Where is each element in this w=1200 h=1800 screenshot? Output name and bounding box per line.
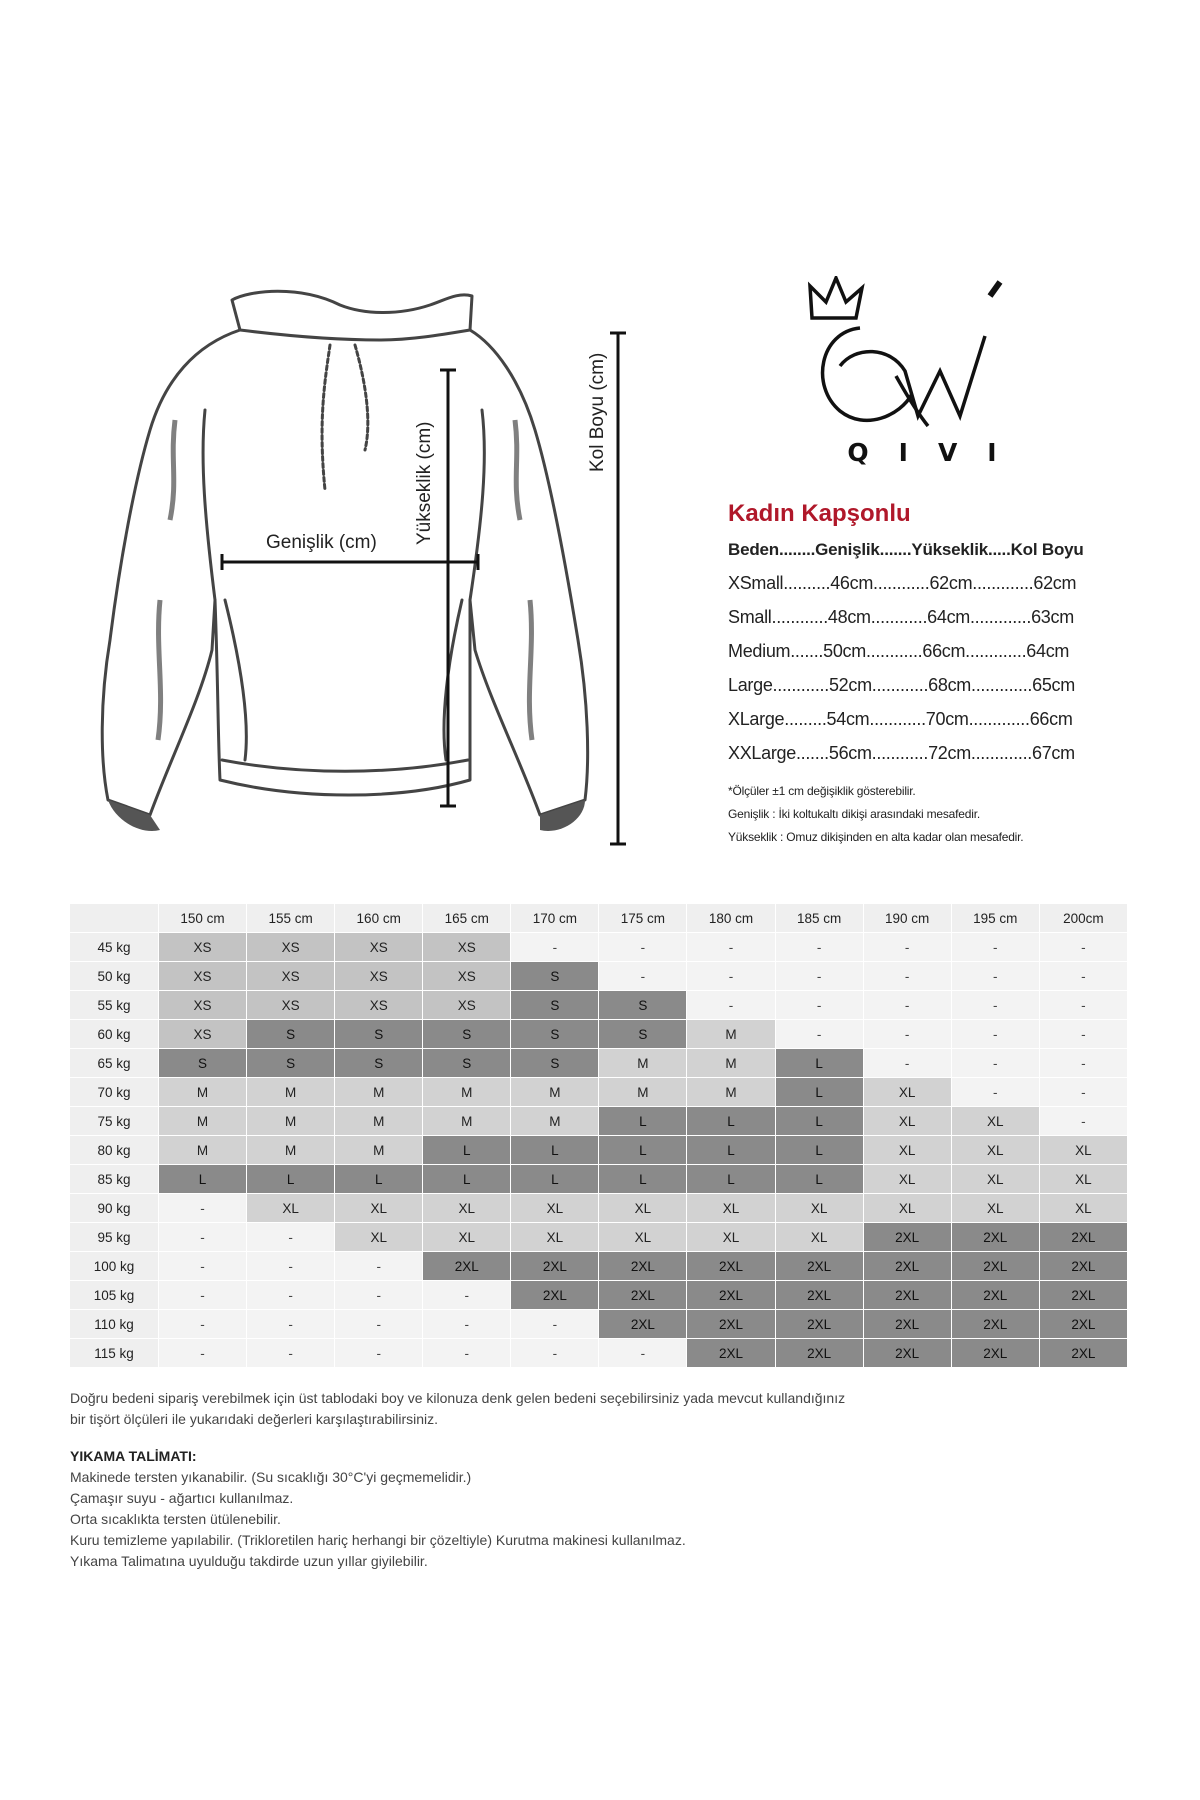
care-line: Kuru temizleme yapılabilir. (Trikloretilen hariç herhangi bir çözeltiyle) Kurutma makinesi kullanılmaz.: [70, 1532, 686, 1548]
table-row: [70, 1223, 1128, 1252]
spec-header: Beden........Genişlik.......Yükseklik.....Kol Boyu: [728, 540, 1084, 559]
size-spec-block: [728, 500, 1168, 853]
height-header-cell: 200cm: [1039, 904, 1127, 933]
size-cell: M: [423, 1078, 511, 1107]
size-cell: L: [247, 1165, 335, 1194]
size-cell: M: [423, 1107, 511, 1136]
size-cell: 2XL: [511, 1252, 599, 1281]
size-cell: M: [159, 1107, 247, 1136]
size-cell: XL: [511, 1194, 599, 1223]
brand-name: QIVI: [847, 438, 1027, 467]
spec-title: Kadın Kapşonlu: [728, 500, 911, 527]
size-cell: L: [511, 1136, 599, 1165]
size-cell: L: [599, 1107, 687, 1136]
weight-header-cell: 95 kg: [70, 1223, 159, 1252]
size-cell: -: [599, 962, 687, 991]
size-cell: -: [159, 1339, 247, 1368]
size-cell: XL: [863, 1107, 951, 1136]
size-cell: -: [1039, 991, 1127, 1020]
size-cell: L: [775, 1078, 863, 1107]
weight-header-cell: 50 kg: [70, 962, 159, 991]
note-tolerance: *Ölçüler ±1 cm değişiklik gösterebilir.: [728, 784, 916, 798]
spec-row-xsmall: XSmall..........46cm............62cm.............62cm: [728, 573, 1077, 593]
height-header-cell: 195 cm: [951, 904, 1039, 933]
size-cell: 2XL: [1039, 1252, 1127, 1281]
size-cell: M: [159, 1136, 247, 1165]
size-cell: M: [335, 1107, 423, 1136]
size-cell: -: [1039, 1107, 1127, 1136]
size-cell: L: [599, 1136, 687, 1165]
size-cell: -: [687, 962, 775, 991]
size-cell: XL: [335, 1194, 423, 1223]
size-cell: XL: [687, 1194, 775, 1223]
size-cell: L: [335, 1165, 423, 1194]
size-cell: L: [775, 1107, 863, 1136]
size-cell: M: [599, 1078, 687, 1107]
size-cell: XL: [951, 1136, 1039, 1165]
size-cell: 2XL: [687, 1281, 775, 1310]
size-cell: L: [775, 1136, 863, 1165]
size-cell: S: [511, 991, 599, 1020]
size-cell: -: [951, 991, 1039, 1020]
size-cell: 2XL: [951, 1223, 1039, 1252]
size-cell: XL: [775, 1223, 863, 1252]
size-cell: -: [687, 933, 775, 962]
size-cell: S: [335, 1020, 423, 1049]
size-cell: -: [951, 962, 1039, 991]
size-cell: -: [951, 1078, 1039, 1107]
size-cell: L: [599, 1165, 687, 1194]
weight-header-cell: 45 kg: [70, 933, 159, 962]
size-cell: -: [335, 1252, 423, 1281]
spec-row-xlarge: XLarge.........54cm............70cm.............66cm: [728, 709, 1073, 729]
size-cell: -: [511, 1310, 599, 1339]
spec-row-large: Large............52cm............68cm.............65cm: [728, 675, 1075, 695]
size-cell: XL: [1039, 1194, 1127, 1223]
weight-header-cell: 105 kg: [70, 1281, 159, 1310]
table-row: [70, 1281, 1128, 1310]
info-section: [70, 1388, 1130, 1572]
size-cell: 2XL: [951, 1310, 1039, 1339]
size-cell: -: [863, 1049, 951, 1078]
size-cell: XS: [423, 962, 511, 991]
sleeve-label: Kol Boyu (cm): [587, 352, 608, 472]
table-row: [70, 1049, 1128, 1078]
size-cell: XL: [863, 1194, 951, 1223]
size-cell: -: [863, 1020, 951, 1049]
table-row: [70, 1310, 1128, 1339]
table-row: [70, 1020, 1128, 1049]
size-cell: M: [687, 1049, 775, 1078]
size-cell: XL: [863, 1165, 951, 1194]
size-cell: L: [775, 1049, 863, 1078]
size-cell: XS: [159, 962, 247, 991]
size-cell: 2XL: [687, 1339, 775, 1368]
size-cell: S: [511, 1020, 599, 1049]
size-cell: XS: [335, 933, 423, 962]
size-cell: -: [1039, 1020, 1127, 1049]
size-cell: -: [1039, 1049, 1127, 1078]
size-cell: 2XL: [775, 1281, 863, 1310]
spec-row-medium: Medium.......50cm............66cm.............64cm: [728, 641, 1070, 661]
table-row: [70, 1339, 1128, 1368]
height-measure-line: [440, 370, 456, 806]
care-line: Makinede tersten yıkanabilir. (Su sıcaklığı 30°C'yi geçmemelidir.): [70, 1469, 472, 1485]
size-cell: 2XL: [1039, 1223, 1127, 1252]
size-cell: XL: [247, 1194, 335, 1223]
size-cell: XL: [1039, 1136, 1127, 1165]
size-cell: M: [511, 1107, 599, 1136]
size-cell: XS: [247, 991, 335, 1020]
table-row: [70, 1194, 1128, 1223]
table-row: [70, 1107, 1128, 1136]
height-header-cell: 180 cm: [687, 904, 775, 933]
size-cell: S: [423, 1020, 511, 1049]
care-title: YIKAMA TALİMATI:: [70, 1448, 197, 1464]
care-line: Çamaşır suyu - ağartıcı kullanılmaz.: [70, 1490, 294, 1506]
table-row: [70, 1136, 1128, 1165]
size-cell: M: [335, 1078, 423, 1107]
size-cell: -: [159, 1194, 247, 1223]
size-cell: S: [599, 991, 687, 1020]
size-cell: XL: [687, 1223, 775, 1252]
size-cell: 2XL: [599, 1310, 687, 1339]
weight-header-cell: 65 kg: [70, 1049, 159, 1078]
table-row: [70, 933, 1128, 962]
size-cell: -: [511, 1339, 599, 1368]
size-cell: XL: [423, 1223, 511, 1252]
size-cell: L: [159, 1165, 247, 1194]
size-cell: XL: [511, 1223, 599, 1252]
size-cell: L: [423, 1165, 511, 1194]
size-cell: -: [687, 991, 775, 1020]
size-cell: 2XL: [1039, 1310, 1127, 1339]
size-cell: -: [247, 1223, 335, 1252]
size-cell: 2XL: [775, 1339, 863, 1368]
size-cell: -: [247, 1252, 335, 1281]
size-cell: XS: [423, 933, 511, 962]
size-cell: -: [775, 962, 863, 991]
height-header-cell: 155 cm: [247, 904, 335, 933]
table-row: [70, 962, 1128, 991]
size-cell: -: [599, 933, 687, 962]
size-cell: XL: [863, 1078, 951, 1107]
size-cell: -: [863, 991, 951, 1020]
sleeve-measure-line: [610, 333, 626, 844]
size-cell: 2XL: [951, 1281, 1039, 1310]
weight-header-cell: 100 kg: [70, 1252, 159, 1281]
size-cell: -: [423, 1310, 511, 1339]
size-cell: S: [511, 962, 599, 991]
size-cell: S: [159, 1049, 247, 1078]
size-cell: -: [247, 1339, 335, 1368]
size-cell: XL: [1039, 1165, 1127, 1194]
height-header-cell: 170 cm: [511, 904, 599, 933]
size-cell: XS: [423, 991, 511, 1020]
size-cell: XL: [599, 1194, 687, 1223]
size-cell: M: [335, 1136, 423, 1165]
size-cell: M: [599, 1049, 687, 1078]
height-header-cell: 160 cm: [335, 904, 423, 933]
size-recommendation-table: [70, 904, 1128, 1368]
spec-row-small: Small............48cm............64cm.............63cm: [728, 607, 1074, 627]
weight-header-cell: 115 kg: [70, 1339, 159, 1368]
size-cell: 2XL: [687, 1252, 775, 1281]
size-cell: XS: [335, 962, 423, 991]
size-cell: -: [775, 991, 863, 1020]
size-cell: M: [511, 1078, 599, 1107]
size-cell: M: [247, 1136, 335, 1165]
weight-header-cell: 90 kg: [70, 1194, 159, 1223]
size-cell: 2XL: [687, 1310, 775, 1339]
height-header-cell: 150 cm: [159, 904, 247, 933]
size-cell: 2XL: [775, 1310, 863, 1339]
size-cell: M: [159, 1078, 247, 1107]
weight-header-cell: 55 kg: [70, 991, 159, 1020]
size-cell: S: [511, 1049, 599, 1078]
size-cell: -: [159, 1223, 247, 1252]
size-cell: -: [951, 1020, 1039, 1049]
height-header-cell: 175 cm: [599, 904, 687, 933]
weight-header-cell: 110 kg: [70, 1310, 159, 1339]
weight-header-cell: 80 kg: [70, 1136, 159, 1165]
size-cell: XL: [951, 1194, 1039, 1223]
order-text-line-1: Doğru bedeni sipariş verebilmek için üst tablodaki boy ve kilonuza denk gelen bedeni seçebilirsiniz yada mevcut kullandığınız: [70, 1390, 846, 1406]
table-corner-cell: [70, 904, 159, 933]
size-cell: M: [247, 1107, 335, 1136]
size-cell: XS: [159, 991, 247, 1020]
size-cell: 2XL: [863, 1339, 951, 1368]
spec-row-xxlarge: XXLarge.......56cm............72cm.............67cm: [728, 743, 1075, 763]
size-cell: 2XL: [863, 1310, 951, 1339]
size-cell: -: [775, 933, 863, 962]
table-row: [70, 991, 1128, 1020]
size-cell: XS: [159, 1020, 247, 1049]
table-header-row: [70, 904, 1128, 933]
size-cell: XS: [335, 991, 423, 1020]
size-cell: XL: [599, 1223, 687, 1252]
size-cell: XL: [423, 1194, 511, 1223]
size-cell: -: [335, 1339, 423, 1368]
size-cell: -: [159, 1281, 247, 1310]
size-cell: -: [863, 962, 951, 991]
size-cell: -: [1039, 933, 1127, 962]
size-cell: -: [599, 1339, 687, 1368]
size-cell: 2XL: [511, 1281, 599, 1310]
size-cell: XL: [863, 1136, 951, 1165]
size-cell: XS: [247, 933, 335, 962]
weight-header-cell: 60 kg: [70, 1020, 159, 1049]
weight-header-cell: 85 kg: [70, 1165, 159, 1194]
size-cell: -: [159, 1252, 247, 1281]
size-cell: 2XL: [951, 1339, 1039, 1368]
size-cell: 2XL: [599, 1252, 687, 1281]
size-cell: 2XL: [599, 1281, 687, 1310]
height-header-cell: 165 cm: [423, 904, 511, 933]
size-cell: -: [951, 1049, 1039, 1078]
size-cell: S: [423, 1049, 511, 1078]
size-cell: S: [247, 1049, 335, 1078]
size-cell: S: [599, 1020, 687, 1049]
size-cell: L: [423, 1136, 511, 1165]
order-text-line-2: bir tişört ölçüleri ile yukarıdaki değerleri karşılaştırabilirsiniz.: [70, 1411, 439, 1427]
size-cell: M: [687, 1078, 775, 1107]
size-cell: -: [247, 1281, 335, 1310]
size-cell: -: [423, 1281, 511, 1310]
size-cell: 2XL: [863, 1223, 951, 1252]
care-line: Yıkama Talimatına uyulduğu takdirde uzun yıllar giyilebilir.: [70, 1553, 428, 1569]
care-line: Orta sıcaklıkta tersten ütülenebilir.: [70, 1511, 281, 1527]
size-cell: S: [247, 1020, 335, 1049]
size-cell: -: [1039, 1078, 1127, 1107]
size-cell: -: [951, 933, 1039, 962]
size-cell: M: [687, 1020, 775, 1049]
size-cell: L: [511, 1165, 599, 1194]
size-cell: -: [863, 933, 951, 962]
size-cell: -: [247, 1310, 335, 1339]
size-cell: -: [159, 1310, 247, 1339]
size-cell: XS: [159, 933, 247, 962]
size-cell: L: [775, 1165, 863, 1194]
height-label: Yükseklik (cm): [414, 421, 435, 545]
note-height-definition: Yükseklik : Omuz dikişinden en alta kadar olan mesafedir.: [728, 830, 1024, 844]
width-measure-line: [222, 554, 478, 570]
size-cell: -: [1039, 962, 1127, 991]
weight-header-cell: 70 kg: [70, 1078, 159, 1107]
size-cell: 2XL: [863, 1252, 951, 1281]
size-cell: 2XL: [951, 1252, 1039, 1281]
size-cell: 2XL: [775, 1252, 863, 1281]
size-cell: -: [423, 1339, 511, 1368]
size-cell: XL: [335, 1223, 423, 1252]
size-cell: XL: [951, 1107, 1039, 1136]
table-row: [70, 1165, 1128, 1194]
table-row: [70, 1252, 1128, 1281]
size-cell: L: [687, 1107, 775, 1136]
size-cell: S: [335, 1049, 423, 1078]
size-cell: -: [335, 1281, 423, 1310]
size-cell: 2XL: [1039, 1339, 1127, 1368]
size-cell: XS: [247, 962, 335, 991]
size-cell: 2XL: [863, 1281, 951, 1310]
size-cell: -: [511, 933, 599, 962]
size-cell: -: [775, 1020, 863, 1049]
size-cell: 2XL: [423, 1252, 511, 1281]
size-cell: 2XL: [1039, 1281, 1127, 1310]
size-cell: L: [687, 1165, 775, 1194]
table-row: [70, 1078, 1128, 1107]
width-label: Genişlik (cm): [266, 532, 377, 553]
height-header-cell: 185 cm: [775, 904, 863, 933]
size-cell: -: [335, 1310, 423, 1339]
size-cell: XL: [951, 1165, 1039, 1194]
weight-header-cell: 75 kg: [70, 1107, 159, 1136]
height-header-cell: 190 cm: [863, 904, 951, 933]
size-cell: M: [247, 1078, 335, 1107]
size-cell: L: [687, 1136, 775, 1165]
note-width-definition: Genişlik : İki koltukaltı dikişi arasındaki mesafedir.: [728, 807, 980, 821]
size-cell: XL: [775, 1194, 863, 1223]
